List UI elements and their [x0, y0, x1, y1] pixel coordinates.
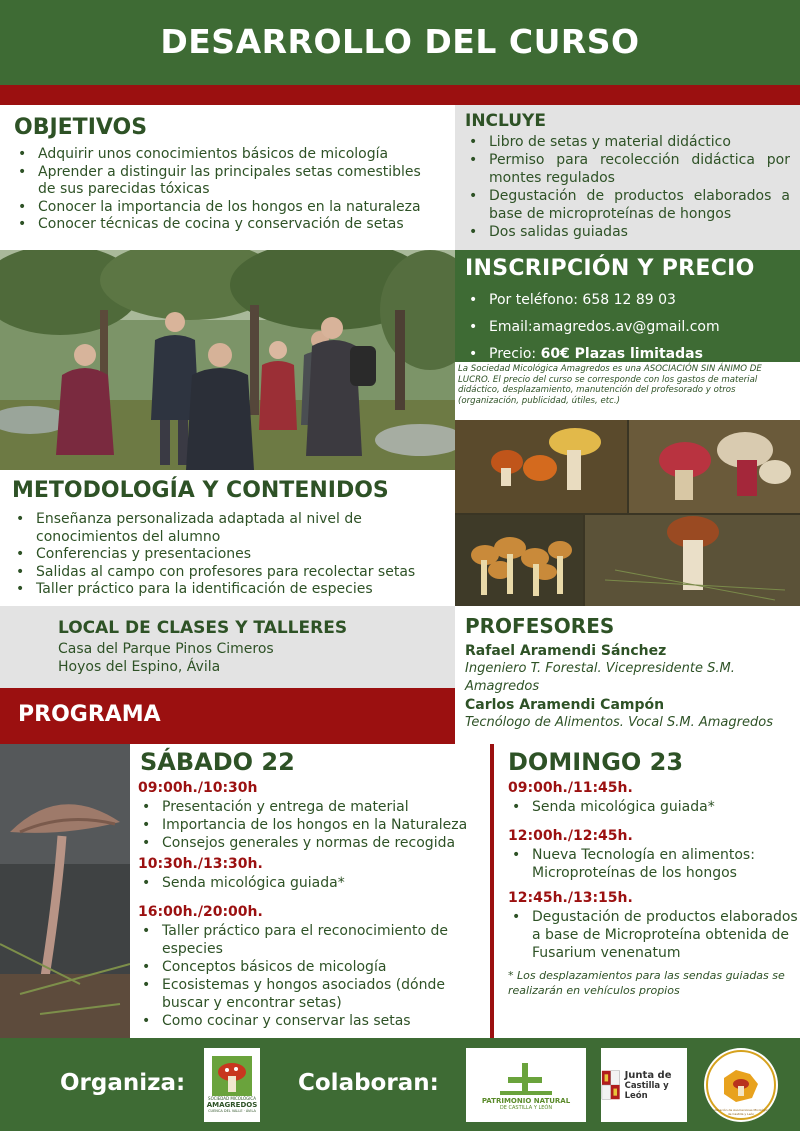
- objetivos-section: [0, 105, 455, 250]
- patrimonio-logo-line1: PATRIMONIO NATURAL: [481, 1097, 571, 1105]
- list-item: • Degustación de productos elaborados a base de microproteínas de hongos: [465, 187, 790, 223]
- inscripcion-section: [455, 250, 800, 362]
- list-item: • Consejos generales y normas de recogida: [138, 834, 490, 852]
- local-section: [0, 606, 455, 688]
- profesores-heading: PROFESORES: [465, 614, 615, 638]
- inscripcion-heading: INSCRIPCIÓN Y PRECIO: [465, 256, 755, 281]
- incluye-section: [455, 105, 800, 250]
- colaboran-label: Colaboran:: [298, 1070, 439, 1096]
- mushroom-collage-illustration: [455, 420, 800, 606]
- incluye-list: [465, 133, 790, 241]
- junta-text: [625, 1070, 687, 1101]
- sabado-heading: SÁBADO 22: [140, 748, 295, 776]
- list-item: • Aprender a distinguir las principales setas comestibles de sus parecidas tóxicas: [14, 164, 441, 199]
- list-item: • Libro de setas y material didáctico: [465, 133, 790, 151]
- junta-logo-line2: Castilla y León: [624, 1080, 669, 1101]
- incluye-heading: INCLUYE: [465, 111, 546, 131]
- professor-name: Rafael Aramendi Sánchez: [465, 643, 667, 659]
- time-slot: 10:30h./13:30h.: [138, 856, 263, 872]
- metodologia-heading: METODOLOGÍA Y CONTENIDOS: [12, 478, 389, 503]
- objetivos-list: [14, 146, 441, 234]
- sabado-schedule: [130, 744, 490, 1038]
- phone-info: • Por teléfono: 658 12 89 03: [465, 287, 790, 314]
- programa-banner: [0, 688, 455, 744]
- objetivos-heading: OBJETIVOS: [14, 115, 148, 140]
- patrimonio-logo-icon: [496, 1059, 556, 1097]
- time-slot: 09:00h./10:30h: [138, 780, 258, 796]
- professor-role: Ingeniero T. Forestal. Vicepresidente S.M. Amagredos: [465, 661, 735, 694]
- activity-list: [138, 798, 490, 852]
- amagredos-logo-line3: CUENCA DEL VALLE · ÁVILA: [208, 1109, 256, 1113]
- mycena-photo: [0, 744, 130, 1038]
- time-slot: 12:45h./13:15h.: [508, 890, 633, 906]
- inscripcion-list: [465, 287, 790, 368]
- list-item: • Permiso para recolección didáctica por montes regulados: [465, 151, 790, 187]
- mushroom-closeup-illustration: [0, 744, 130, 1038]
- profesores-section: [455, 606, 800, 744]
- list-item: • Ecosistemas y hongos asociados (dónde buscar y encontrar setas): [138, 976, 490, 1012]
- federacion-logo-text: Federación de Asociaciones Micológicas de Castilla y León: [711, 1108, 771, 1116]
- activity-list: [508, 846, 800, 882]
- organiza-label: Organiza:: [60, 1070, 186, 1096]
- patrimonio-natural-logo: [466, 1048, 586, 1122]
- footer-sponsors: [0, 1038, 800, 1131]
- list-item: • Taller práctico para la identificación de especies: [12, 581, 443, 599]
- transport-footnote: * Los desplazamientos para las sendas guiadas se realizarán en vehículos propios: [508, 969, 785, 997]
- list-item: • Degustación de productos elaborados a base de Microproteína obtenida de Fusarium venenatum: [508, 908, 800, 962]
- local-address-line2: Hoyos del Espino, Ávila: [58, 659, 221, 675]
- association-note: La Sociedad Micológica Amagredos es una ASOCIACIÓN SIN ÁNIMO DE LUCRO. El precio del curso se corresponde con los gastos de material didáctico, desplazamiento, manutención del profesorado y otros (organización, publicidad, útiles, etc.): [458, 364, 762, 406]
- programa-heading: PROGRAMA: [18, 702, 161, 727]
- domingo-heading: DOMINGO 23: [508, 748, 684, 776]
- junta-castilla-leon-logo: [601, 1048, 687, 1122]
- time-slot: 09:00h./11:45h.: [508, 780, 633, 796]
- list-item: • Senda micológica guiada*: [138, 874, 490, 892]
- list-item: • Enseñanza personalizada adaptada al nivel de conocimientos del alumno: [12, 511, 443, 546]
- amagredos-logo-line2: AMAGREDOS: [206, 1101, 258, 1109]
- group-forest-photo: [0, 250, 455, 470]
- metodologia-list: [12, 511, 443, 599]
- list-item: • Dos salidas guiadas: [465, 223, 790, 241]
- metodologia-section: [0, 470, 455, 606]
- list-item: • Conferencias y presentaciones: [12, 546, 443, 564]
- mushroom-logo-icon: [212, 1056, 252, 1096]
- time-slot: 16:00h./20:00h.: [138, 904, 263, 920]
- professor-role: Tecnólogo de Alimentos. Vocal S.M. Amagredos: [465, 715, 773, 730]
- federacion-micologica-logo: [704, 1048, 778, 1122]
- list-item: • Como cocinar y conservar las setas: [138, 1012, 490, 1030]
- activity-list: [508, 908, 800, 962]
- list-item: • Senda micológica guiada*: [508, 798, 800, 816]
- email-info: • Email:amagredos.av@gmail.com: [465, 314, 790, 341]
- time-slot: 12:00h./12:45h.: [508, 828, 633, 844]
- list-item: • Conocer técnicas de cocina y conservación de setas: [14, 216, 441, 234]
- domingo-schedule: [494, 744, 800, 1038]
- local-heading: LOCAL DE CLASES Y TALLERES: [58, 618, 348, 638]
- list-item: • Importancia de los hongos en la Naturaleza: [138, 816, 490, 834]
- junta-logo-line1: Junta de: [624, 1069, 672, 1081]
- price-label: Precio:: [489, 346, 541, 362]
- list-item: • Taller práctico para el reconocimiento de especies: [138, 922, 490, 958]
- amagredos-logo: [204, 1048, 260, 1122]
- list-item: • Nueva Tecnología en alimentos: Microproteínas de los hongos: [508, 846, 800, 882]
- header-banner: [0, 0, 800, 85]
- activity-list: [138, 874, 490, 892]
- amagredos-logo-line1: SOCIEDAD MICOLÓGICA: [208, 1096, 256, 1101]
- page-title: DESARROLLO DEL CURSO: [160, 22, 640, 61]
- list-item: • Salidas al campo con profesores para recolectar setas: [12, 564, 443, 582]
- list-item: • Presentación y entrega de material: [138, 798, 490, 816]
- activity-list: [508, 798, 800, 816]
- header-red-bar: [0, 85, 800, 105]
- local-address-line1: Casa del Parque Pinos Cimeros: [58, 641, 274, 657]
- list-item: • Conocer la importancia de los hongos en la naturaleza: [14, 199, 441, 217]
- list-item: • Conceptos básicos de micología: [138, 958, 490, 976]
- professor-name: Carlos Aramendi Campón: [465, 697, 665, 713]
- list-item: • Adquirir unos conocimientos básicos de micología: [14, 146, 441, 164]
- forest-group-illustration: [0, 250, 455, 470]
- mushroom-photo-collage: [455, 420, 800, 606]
- patrimonio-logo-line2: DE CASTILLA Y LEÓN: [499, 1105, 553, 1111]
- price-value: 60€ Plazas limitadas: [540, 346, 703, 362]
- coat-of-arms-icon: [601, 1068, 621, 1102]
- activity-list: [138, 922, 490, 1030]
